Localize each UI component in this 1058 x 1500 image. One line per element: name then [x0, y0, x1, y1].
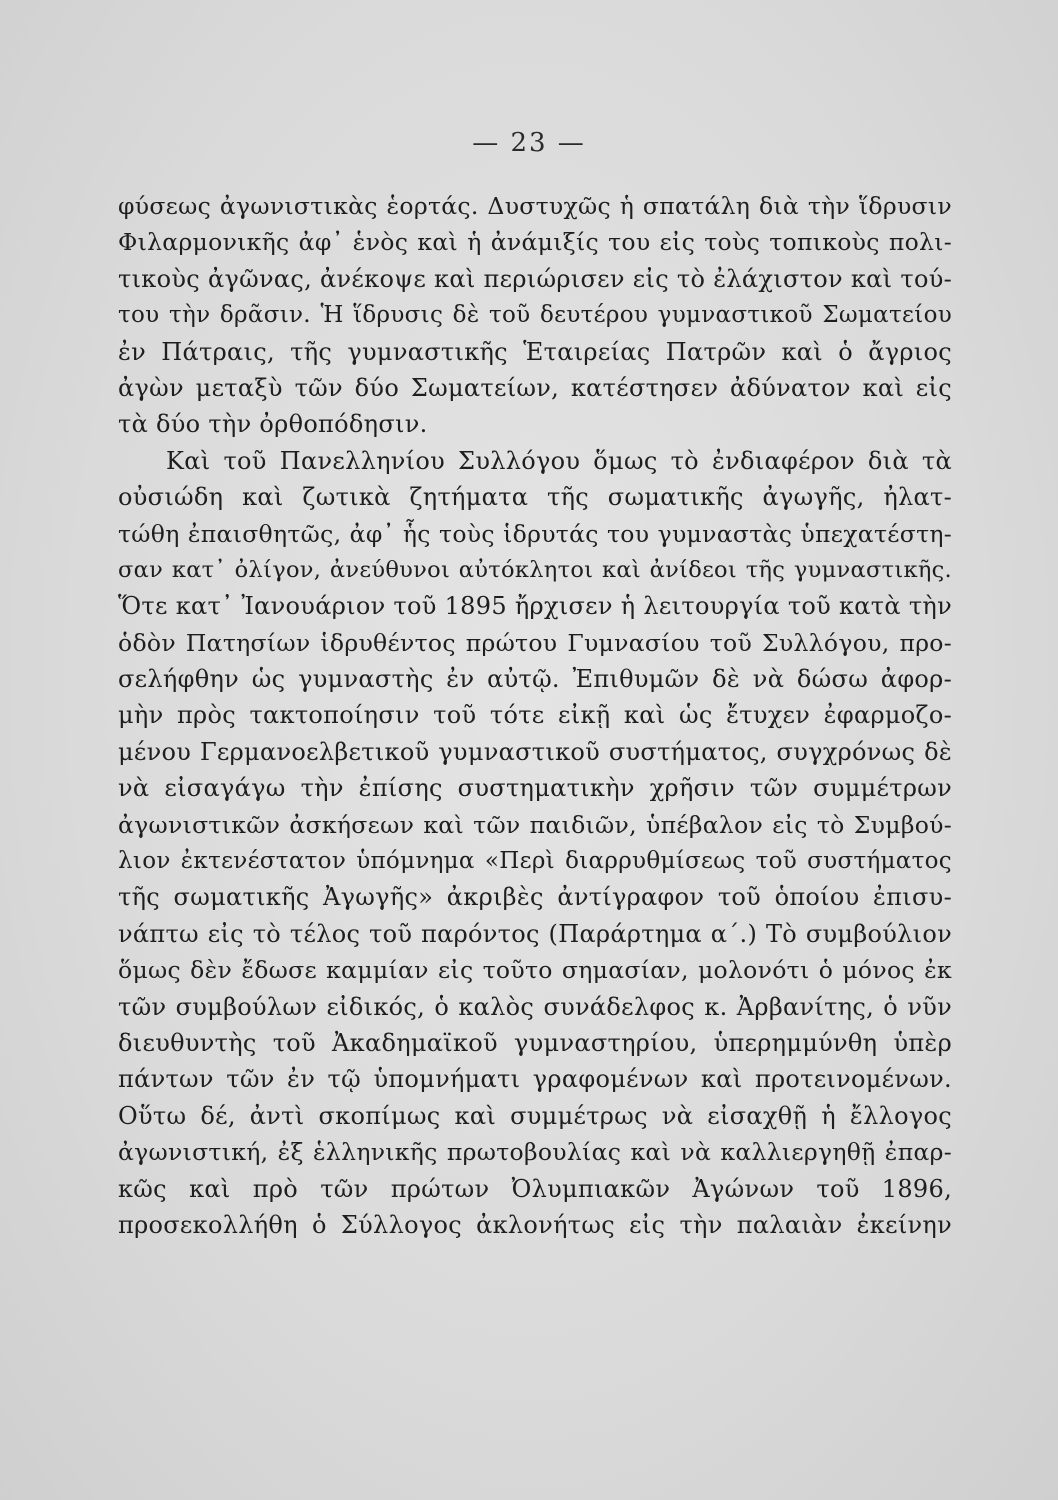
text-line: Οὕτω δέ, ἀντὶ σκοπίμως καὶ συμμέτρως νὰ εἰσαχθῇ ἡ ἔλλογος	[118, 1101, 952, 1130]
text-line: φύσεως ἀγωνιστικὰς ἑορτάς. Δυστυχῶς ἡ σπατάλη διὰ τὴν ἵδρυσιν	[118, 192, 952, 220]
text-line: μὴν πρὸς τακτοποίησιν τοῦ τότε εἰκῇ καὶ ὡς ἔτυχεν ἐφαρμοζο-	[118, 701, 952, 730]
text-line: τῆς σωματικῆς Ἀγωγῆς» ἀκριβὲς ἀντίγραφον τοῦ ὁποίου ἐπισυ-	[118, 883, 952, 912]
text-line: σαν κατ᾽ ὀλίγον, ἀνεύθυνοι αὐτόκλητοι καὶ ἀνίδεοι τῆς γυμναστικῆς.	[118, 556, 952, 583]
text-line: σελήφθην ὡς γυμναστὴς ἐν αὐτῷ. Ἐπιθυμῶν δὲ νὰ δώσω ἀφορ-	[118, 665, 952, 694]
text-line: ἀγωνιστική, ἐξ ἑλληνικῆς πρωτοβουλίας καὶ νὰ καλλιεργηθῇ ἐπαρ-	[118, 1138, 952, 1167]
text-line: Ὅτε κατ᾽ Ἰανουάριον τοῦ 1895 ἤρχισεν ἡ λειτουργία τοῦ κατὰ τὴν	[118, 592, 952, 621]
text-line: ἀγὼν μεταξὺ τῶν δύο Σωματείων, κατέστησεν ἀδύνατον καὶ εἰς	[118, 373, 952, 402]
text-line: διευθυντὴς τοῦ Ἀκαδημαϊκοῦ γυμναστηρίου, ὑπερημμύνθη ὑπὲρ	[118, 1028, 952, 1057]
text-line: τὰ δύο τὴν ὀρθοπόδησιν.	[118, 410, 428, 439]
text-line: του τὴν δρᾶσιν. Ἡ ἵδρυσις δὲ τοῦ δευτέρου γυμναστικοῦ Σωματείου	[118, 302, 952, 329]
text-line: λιον ἐκτενέστατον ὑπόμνημα «Περὶ διαρρυθμίσεως τοῦ συστήματος	[118, 848, 952, 875]
text-line: ἐν Πάτραις, τῆς γυμναστικῆς Ἑταιρείας Πατρῶν καὶ ὁ ἄγριος	[118, 337, 952, 366]
text-line: ἀγωνιστικῶν ἀσκήσεων καὶ τῶν παιδιῶν, ὑπέβαλον εἰς τὸ Συμβού-	[118, 810, 952, 839]
text-line: οὐσιώδη καὶ ζωτικὰ ζητήματα τῆς σωματικῆς ἀγωγῆς, ἠλατ-	[118, 483, 952, 512]
text-line: τῶν συμβούλων εἰδικός, ὁ καλὸς συνάδελφος κ. Ἀρβανίτης, ὁ νῦν	[118, 992, 952, 1021]
text-line: τώθη ἐπαισθητῶς, ἀφ᾽ ἧς τοὺς ἱδρυτάς του γυμναστὰς ὑπεχατέστη-	[118, 519, 952, 548]
text-line: ὁδὸν Πατησίων ἱδρυθέντος πρώτου Γυμνασίου τοῦ Συλλόγου, προ-	[118, 628, 952, 657]
paragraph-start-line: Καὶ τοῦ Πανελληνίου Συλλόγου ὅμως τὸ ἐνδιαφέρον διὰ τὰ	[166, 446, 952, 475]
body-text	[118, 188, 952, 1243]
text-line: Φιλαρμονικῆς ἀφ᾽ ἑνὸς καὶ ἡ ἀνάμιξίς του εἰς τοὺς τοπικοὺς πολι-	[118, 228, 952, 257]
text-line: μένου Γερμανοελβετικοῦ γυμναστικοῦ συστήματος, συγχρόνως δὲ	[118, 737, 952, 766]
text-line: νὰ εἰσαγάγω τὴν ἐπίσης συστηματικὴν χρῆσιν τῶν συμμέτρων	[118, 774, 952, 803]
page-number: — 23 —	[472, 128, 586, 158]
text-line: προσεκολλήθη ὁ Σύλλογος ἀκλονήτως εἰς τὴν παλαιὰν ἐκείνην	[118, 1210, 952, 1239]
text-line: ὅμως δὲν ἔδωσε καμμίαν εἰς τοῦτο σημασίαν, μολονότι ὁ μόνος ἐκ	[118, 956, 952, 985]
text-line: τικοὺς ἀγῶνας, ἀνέκοψε καὶ περιώρισεν εἰς τὸ ἐλάχιστον καὶ τού-	[118, 264, 952, 293]
text-line: κῶς καὶ πρὸ τῶν πρώτων Ὀλυμπιακῶν Ἀγώνων τοῦ 1896,	[118, 1174, 952, 1203]
text-line: πάντων τῶν ἐν τῷ ὑπομνήματι γραφομένων καὶ προτεινομένων.	[118, 1065, 952, 1094]
text-line: νάπτω εἰς τὸ τέλος τοῦ παρόντος (Παράρτημα α΄.) Τὸ συμβούλιον	[118, 919, 952, 948]
